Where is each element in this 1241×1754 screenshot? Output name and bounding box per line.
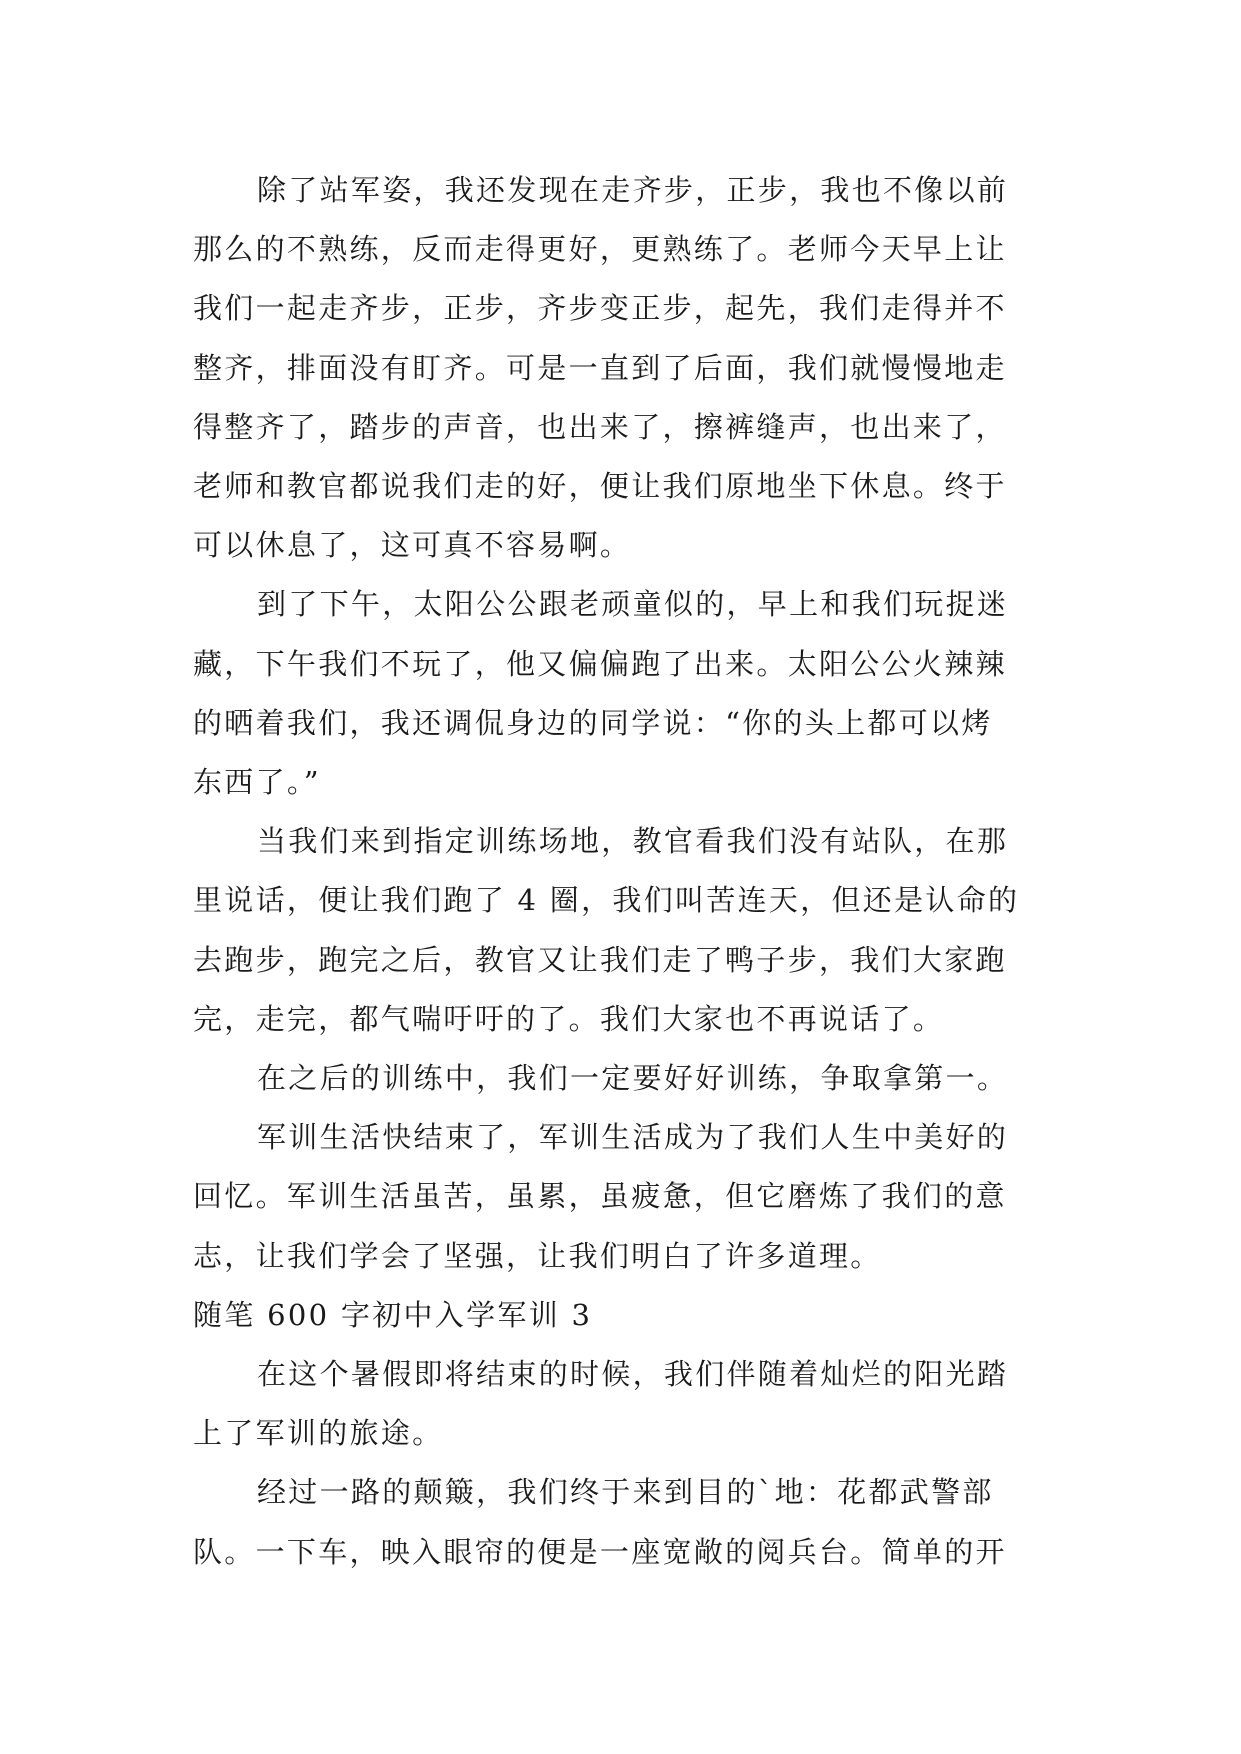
- paragraph-line: 的晒着我们，我还调侃身边的同学说：“你的头上都可以烤: [193, 705, 993, 740]
- paragraph-3: [193, 812, 1053, 1049]
- paragraph-line: 得整齐了，踏步的声音，也出来了，擦裤缝声，也出来了，: [193, 409, 1007, 444]
- paragraph-line: 可以休息了，这可真不容易啊。: [193, 528, 632, 563]
- paragraph-1: [193, 161, 1053, 575]
- paragraph-line: 我们一起走齐步，正步，齐步变正步，起先，我们走得并不: [193, 291, 1007, 326]
- paragraph-line: 在这个暑假即将结束的时候，我们伴随着灿烂的阳光踏: [257, 1357, 1009, 1392]
- document-body: [193, 161, 1053, 1582]
- paragraph-line: 去跑步，跑完之后，教官又让我们走了鸭子步，我们大家跑: [193, 942, 1007, 977]
- paragraph-5: [193, 1108, 1053, 1286]
- paragraph-line: 完，走完，都气喘吁吁的了。我们大家也不再说话了。: [193, 1001, 945, 1036]
- paragraph-line: 除了站军姿，我还发现在走齐步，正步，我也不像以前: [257, 173, 1009, 207]
- paragraph-4: [193, 1049, 1053, 1108]
- paragraph-line: 在之后的训练中，我们一定要好好训练，争取拿第一。: [257, 1061, 1009, 1096]
- section-title-text: 随笔 600 字初中入学军训 3: [193, 1297, 593, 1332]
- paragraph-6: [193, 1345, 1053, 1463]
- paragraph-line: 队。一下车，映入眼帘的便是一座宽敞的阅兵台。简单的开: [193, 1534, 1007, 1569]
- paragraph-line: 军训生活快结束了，军训生活成为了我们人生中美好的: [257, 1120, 1009, 1155]
- paragraph-line: 里说话，便让我们跑了 4 圈，我们叫苦连天，但还是认命的: [193, 883, 1020, 918]
- paragraph-line: 到了下午，太阳公公跟老顽童似的，早上和我们玩捉迷: [257, 587, 1009, 622]
- paragraph-line: 上了军训的旅途。: [193, 1416, 444, 1451]
- paragraph-line: 经过一路的颠簸，我们终于来到目的`地：花都武警部: [257, 1475, 994, 1510]
- paragraph-7: [193, 1463, 1053, 1581]
- paragraph-line: 那么的不熟练，反而走得更好，更熟练了。老师今天早上让: [193, 232, 1007, 267]
- paragraph-line: 当我们来到指定训练场地，教官看我们没有站队，在那: [257, 824, 1009, 859]
- paragraph-line: 老师和教官都说我们走的好，便让我们原地坐下休息。终于: [193, 469, 1007, 504]
- paragraph-line: 东西了。”: [193, 765, 321, 800]
- paragraph-line: 藏，下午我们不玩了，他又偏偏跑了出来。太阳公公火辣辣: [193, 646, 1007, 681]
- paragraph-line: 志，让我们学会了坚强，让我们明白了许多道理。: [193, 1238, 882, 1273]
- paragraph-line: 回忆。军训生活虽苦，虽累，虽疲惫，但它磨炼了我们的意: [193, 1179, 1007, 1214]
- section-title: [193, 1286, 1053, 1345]
- paragraph-line: 整齐，排面没有盯齐。可是一直到了后面，我们就慢慢地走: [193, 350, 1007, 385]
- paragraph-2: [193, 575, 1053, 812]
